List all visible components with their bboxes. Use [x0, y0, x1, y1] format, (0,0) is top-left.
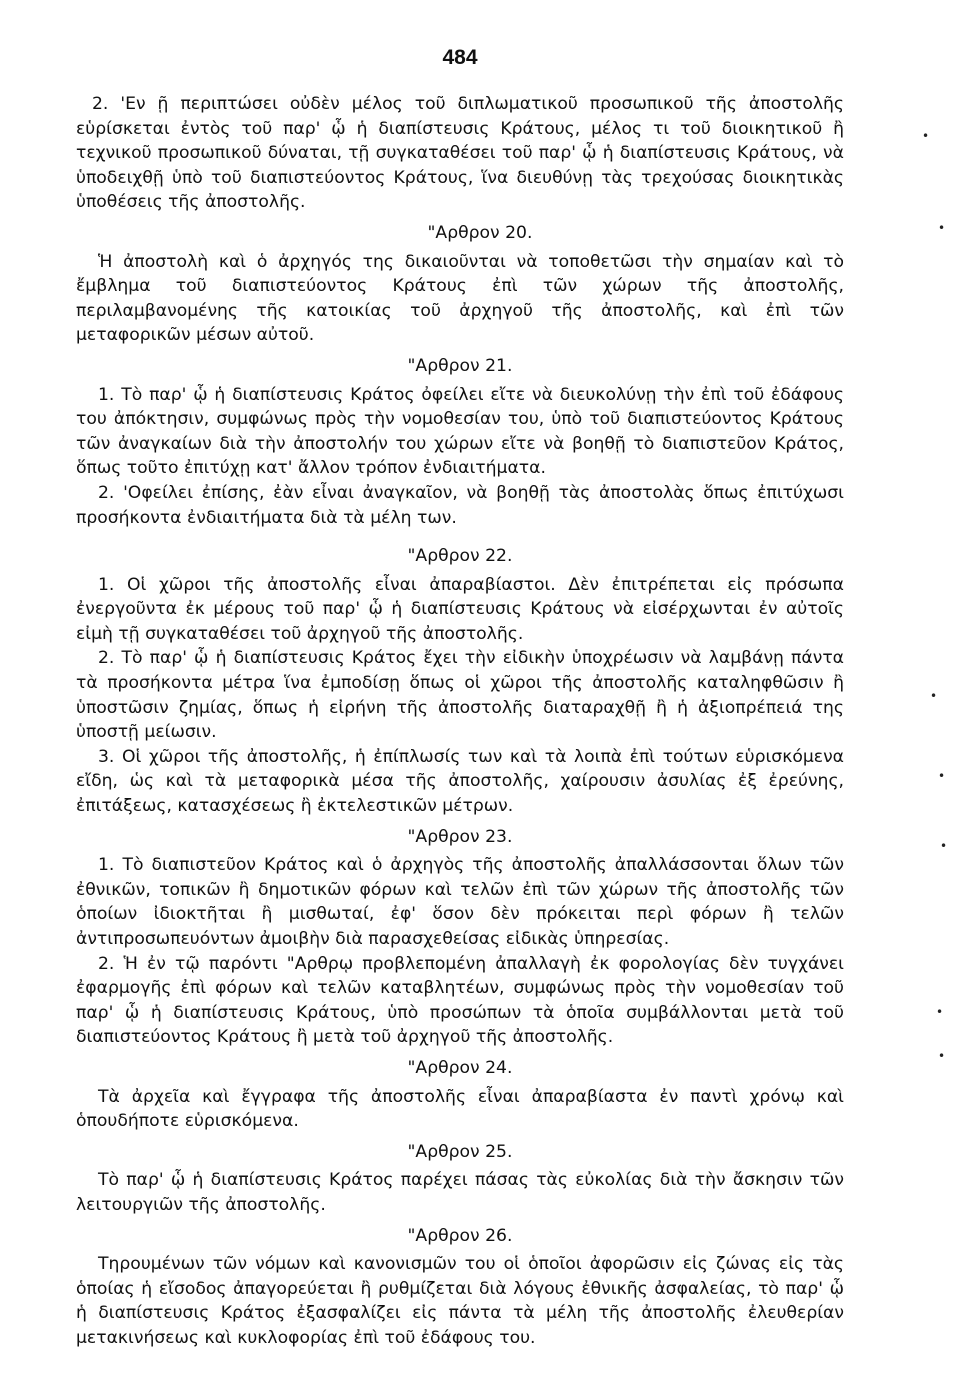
article-23-paragraph-2: 2. Ἡ ἐν τῷ παρόντι "Αρθρῳ προβλεπομένη ἀπαλλαγὴ ἐκ φορολογίας δὲν τυγχάνει ἐφαρμογῆς ἐπὶ φόρων καὶ τελῶν καταβλητέων, συμφώνως πρὸς τὴν νομοθεσίαν τοῦ παρ' ᾧ ἡ διαπίστευσις Κράτους, ὑπὸ προσώπων τὰ ὁποῖα συμβάλλονται μετὰ τοῦ διαπιστεύοντος Κράτους ἢ μετὰ τοῦ ἀρχηγοῦ τῆς ἀποστολῆς.	[76, 953, 844, 1048]
article-25-paragraph: Τὸ παρ' ᾧ ἡ διαπίστευσις Κράτος παρέχει πάσας τὰς εὐκολίας διὰ τὴν ἄσκησιν τῶν λειτουργιῶν τῆς ἀποστολῆς.	[76, 1170, 844, 1215]
article-25-heading: "Αρθρον 25.	[407, 1141, 513, 1162]
scan-speck: •	[938, 769, 946, 783]
article-20-heading: "Αρθρον 20.	[427, 222, 533, 243]
document-body	[76, 92, 844, 1351]
article-23-paragraph-1: 1. Τὸ διαπιστεῦον Κράτος καὶ ὁ ἀρχηγὸς τῆς ἀποστολῆς ἀπαλλάσσονται ὅλων τῶν ἐθνικῶν, τοπικῶν ἢ δημοτικῶν φόρων καὶ τελῶν ἐπὶ τῶν χώρων τῆς ἀποστολῆς τῶν ὁποίων ἰδιοκτῆται ἢ μισθωταί, ἐφ' ὅσον δὲν πρόκειται περὶ φόρων ἢ τελῶν ἀντιπροσωπευόντων ἀμοιβὴν διὰ παρασχεθείσας εἰδικὰς ὑπηρεσίας.	[76, 855, 844, 949]
article-22-paragraph-2: 2. Τὸ παρ' ᾧ ἡ διαπίστευσις Κράτος ἔχει τὴν εἰδικὴν ὑποχρέωσιν νὰ λαμβάνῃ πάντα τὰ προσήκοντα μέτρα ἵνα ἐμποδίσῃ ὅπως οἱ χῶροι τῆς ἀποστολῆς καταληφθῶσιν ἢ ὑποστῶσιν ζημίας, ὅπως ἡ εἰρήνη τῆς ἀποστολῆς διαταραχθῇ ἢ ἡ ἀξιοπρέπειά της ὑποστῇ μείωσιν.	[76, 648, 844, 743]
article-24-heading: "Αρθρον 24.	[407, 1057, 513, 1078]
article-22-heading: "Αρθρον 22.	[407, 546, 513, 567]
article-26-heading: "Αρθρον 26.	[407, 1225, 513, 1246]
spacer	[76, 530, 844, 538]
article-26-paragraph: Τηρουμένων τῶν νόμων καὶ κανονισμῶν του οἱ ὁποῖοι ἀφορῶσιν εἰς ζώνας εἰς τὰς ὁποίας ἡ εἴσοδος ἀπαγορεύεται ἢ ρυθμίζεται διὰ λόγους ἐθνικῆς ἀσφαλείας, τὸ παρ' ᾧ ἡ διαπίστευσις Κράτος ἐξασφαλίζει εἰς πάντα τὰ μέλη τῆς ἀποστολῆς ἐλευθερίαν μετακινήσεως καὶ κυκλοφορίας ἐπὶ τοῦ ἐδάφους του.	[76, 1254, 844, 1348]
article-21-paragraph-1: 1. Τὸ παρ' ᾧ ἡ διαπίστευσις Κράτος ὀφείλει εἴτε νὰ διευκολύνῃ τὴν ἐπὶ τοῦ ἐδάφους του ἀπόκτησιν, συμφώνως πρὸς τὴν νομοθεσίαν του, ὑπὸ τοῦ διαπιστεύοντος Κράτους τῶν ἀναγκαίων διὰ τὴν ἀποστολήν του χώρων εἴτε νὰ βοηθῇ τὸ διαπιστεῦον Κράτος, ὅπως τοῦτο ἐπιτύχῃ κατ' ἄλλον τρόπον ἐνδιαιτήματα.	[76, 384, 844, 479]
article-21-paragraph-2: 2. 'Οφείλει ἐπίσης, ἐὰν εἶναι ἀναγκαῖον, νὰ βοηθῇ τὰς ἀποστολὰς ὅπως ἐπιτύχωσι προσήκοντα ἐνδιαιτήματα διὰ τὰ μέλη των.	[76, 482, 844, 528]
scan-speck: •	[922, 129, 930, 143]
article-23-heading: "Αρθρον 23.	[407, 826, 513, 847]
page-number: 484	[442, 46, 478, 69]
scan-speck: •	[930, 689, 938, 703]
article-22-paragraph-1: 1. Οἱ χῶροι τῆς ἀποστολῆς εἶναι ἀπαραβίαστοι. Δὲν ἐπιτρέπεται εἰς πρόσωπα ἐνεργοῦντα ἐκ μέρους τοῦ παρ' ᾧ ἡ διαπίστευσις Κράτους νὰ εἰσέρχωνται ἐν αὐτοῖς εἰμὴ τῇ συγκαταθέσει τοῦ ἀρχηγοῦ τῆς ἀποστολῆς.	[76, 574, 844, 644]
scan-speck: •	[938, 221, 946, 235]
scan-speck: •	[940, 839, 948, 853]
article-20-paragraph: Ἡ ἀποστολὴ καὶ ὁ ἀρχηγός της δικαιοῦνται νὰ τοποθετῶσι τὴν σημαίαν καὶ τὸ ἔμβλημα τοῦ διαπιστεύοντος Κράτους ἐπὶ τῶν χώρων τῆς ἀποστολῆς, περιλαμβανομένης τῆς κατοικίας τοῦ ἀρχηγοῦ τῆς ἀποστολῆς, καὶ ἐπὶ τῶν μεταφορικῶν μέσων αὐτοῦ.	[76, 251, 844, 346]
article-19-paragraph-2: 2. 'Εν ῇ περιπτώσει οὐδὲν μέλος τοῦ διπλωματικοῦ προσωπικοῦ τῆς ἀποστολῆς εὑρίσκεται ἐντὸς τοῦ παρ' ᾧ ἡ διαπίστευσις Κράτους, μέλος τι τοῦ διοικητικοῦ ἢ τεχνικοῦ προσωπικοῦ δύναται, τῇ συγκαταθέσει τοῦ παρ' ᾧ ἡ διαπίστευσις Κράτους, νὰ ὑποδειχθῇ ὑπὸ τοῦ διαπιστεύοντος Κράτους, ἵνα διευθύνῃ τὰς τρεχούσας διοικητικὰς ὑποθέσεις τῆς ἀποστολῆς.	[76, 94, 844, 213]
scan-speck: •	[938, 1049, 946, 1063]
article-21-heading: "Αρθρον 21.	[407, 355, 513, 376]
article-22-paragraph-3: 3. Οἱ χῶροι τῆς ἀποστολῆς, ἡ ἐπίπλωσίς των καὶ τὰ λοιπὰ ἐπὶ τούτων εὑρισκόμενα εἴδη, ὡς καὶ τὰ μεταφορικὰ μέσα τῆς ἀποστολῆς, χαίρουσιν ἀσυλίας ἐξ ἐρεύνης, ἐπιτάξεως, κατασχέσεως ἢ ἐκτελεστικῶν μέτρων.	[76, 746, 844, 817]
scan-speck: •	[936, 1005, 944, 1019]
article-24-paragraph: Τὰ ἀρχεῖα καὶ ἔγγραφα τῆς ἀποστολῆς εἶναι ἀπαραβίαστα ἐν παντὶ χρόνῳ καὶ ὁπουδήποτε εὑρισκόμενα.	[76, 1086, 844, 1132]
